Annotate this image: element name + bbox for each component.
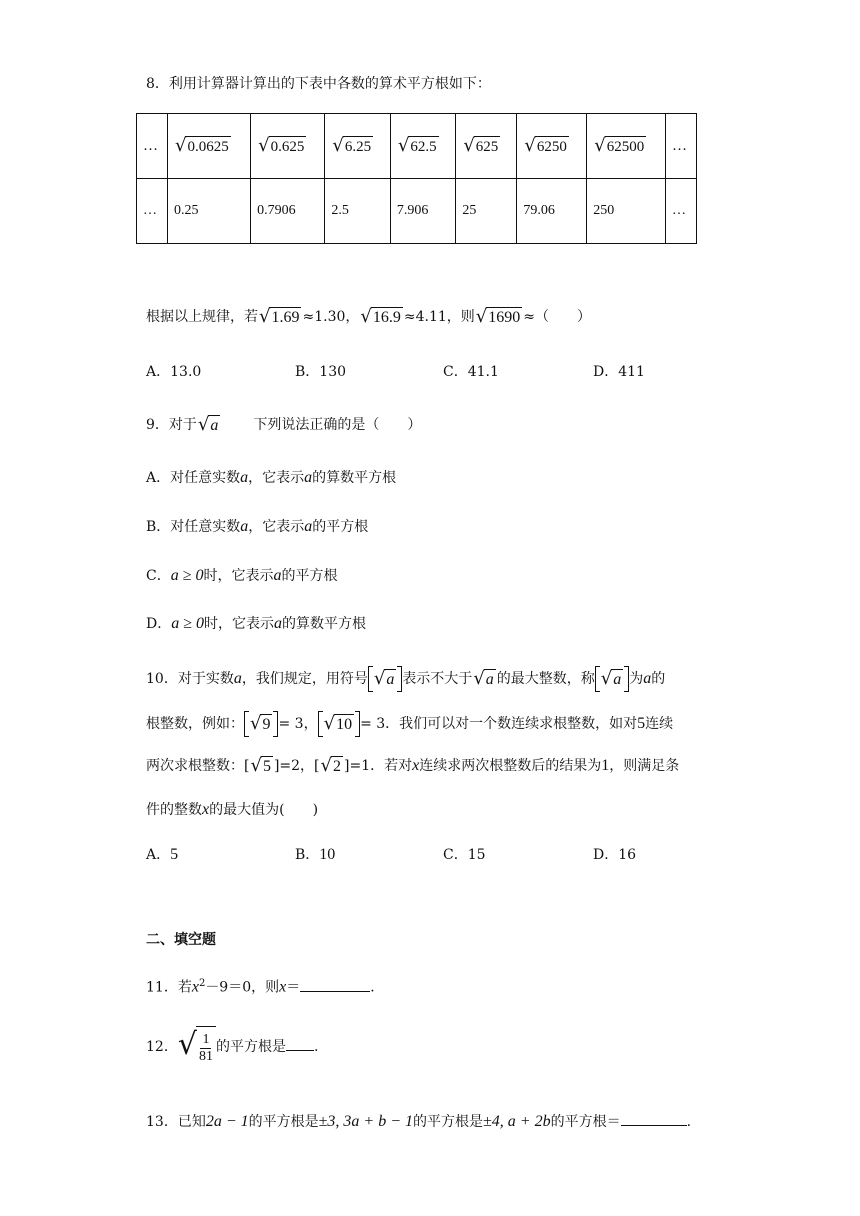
table-cell: …	[666, 179, 697, 244]
table-cell: √ 62.5	[390, 114, 455, 179]
table-cell: …	[666, 114, 697, 179]
q10-line-3: 两次求根整数：[ √ 5 ]=2，[ √ 2 ]=1．若对x连续求两次根整数后的结果为1，则满足条	[146, 755, 680, 776]
table-cell: …	[137, 179, 168, 244]
option-a[interactable]: A．13.0	[146, 364, 202, 380]
option-c[interactable]: C．41.1	[443, 364, 499, 380]
option-d[interactable]: D．16	[593, 847, 637, 863]
table-cell: …	[137, 114, 168, 179]
q12: 12． √ $\frac{1}{81}$ 的平方根是 .	[146, 1026, 318, 1068]
table-cell: √ 6.25	[325, 114, 390, 179]
q10-options	[146, 845, 746, 865]
table-cell: 0.25	[168, 179, 251, 244]
table-cell: √ 6250	[517, 114, 587, 179]
table-cell: √ 0.625	[251, 114, 325, 179]
q9-stem: 9．对于 √ a 下列说法正确的是（ ）	[146, 414, 422, 435]
option-a[interactable]: A．5	[146, 846, 179, 863]
q8-options	[146, 362, 746, 382]
table-cell: √ 0.0625	[168, 114, 251, 179]
table-row-values	[137, 179, 697, 244]
q10-line-1: 10．对于实数a，我们规定，用符号 √ a 表示不大于 √ a 的最大整数，称 √ a 为a的	[146, 666, 665, 692]
table-cell: √ 62500	[587, 114, 666, 179]
q13: 13．已知2a − 1的平方根是±3, 3a + b − 1的平方根是±4, a + 2b的平方根＝ .	[146, 1113, 692, 1130]
option-b[interactable]: B．10	[295, 846, 336, 863]
q10-line-2: 根整数，例如： √ 9 = 3， √ 10 = 3．我们可以对一个数连续求根整数，如对5连续	[146, 711, 673, 737]
q9-option-a[interactable]: A．对任意实数a，它表示a的算数平方根	[146, 469, 397, 486]
option-c[interactable]: C．15	[443, 847, 486, 863]
section-title: 二、填空题	[146, 932, 216, 948]
table-cell: 2.5	[325, 179, 390, 244]
q8-stem: 8．利用计算器计算出的下表中各数的算术平方根如下：	[146, 76, 491, 92]
q8-rule: 根据以上规律，若 √ 1.69 ≈1.30， √ 16.9 ≈4.11，则 √ 1690 ≈（ ）	[146, 306, 591, 327]
q9-option-c[interactable]: C．a ≥ 0时，它表示a的平方根	[146, 567, 338, 584]
q10-line-4: 件的整数x的最大值为( )	[146, 801, 319, 818]
answer-blank[interactable]	[621, 1111, 687, 1126]
q11: 11．若$x^2-9=0$，则x＝ ．	[146, 978, 385, 996]
table-cell: √ 625	[456, 114, 517, 179]
table-row-radicands	[137, 114, 697, 179]
answer-blank[interactable]	[286, 1036, 314, 1051]
table-cell: 25	[456, 179, 517, 244]
answer-blank[interactable]	[300, 977, 370, 992]
table-cell: 79.06	[517, 179, 587, 244]
sqrt-table	[136, 113, 697, 244]
q9-option-b[interactable]: B．对任意实数a，它表示a的平方根	[146, 518, 369, 535]
q9-option-d[interactable]: D．a ≥ 0时，它表示a的算数平方根	[146, 615, 367, 632]
table-cell: 0.7906	[251, 179, 325, 244]
option-b[interactable]: B．130	[295, 364, 347, 380]
table-cell: 250	[587, 179, 666, 244]
option-d[interactable]: D．411	[593, 364, 645, 380]
table-cell: 7.906	[390, 179, 455, 244]
